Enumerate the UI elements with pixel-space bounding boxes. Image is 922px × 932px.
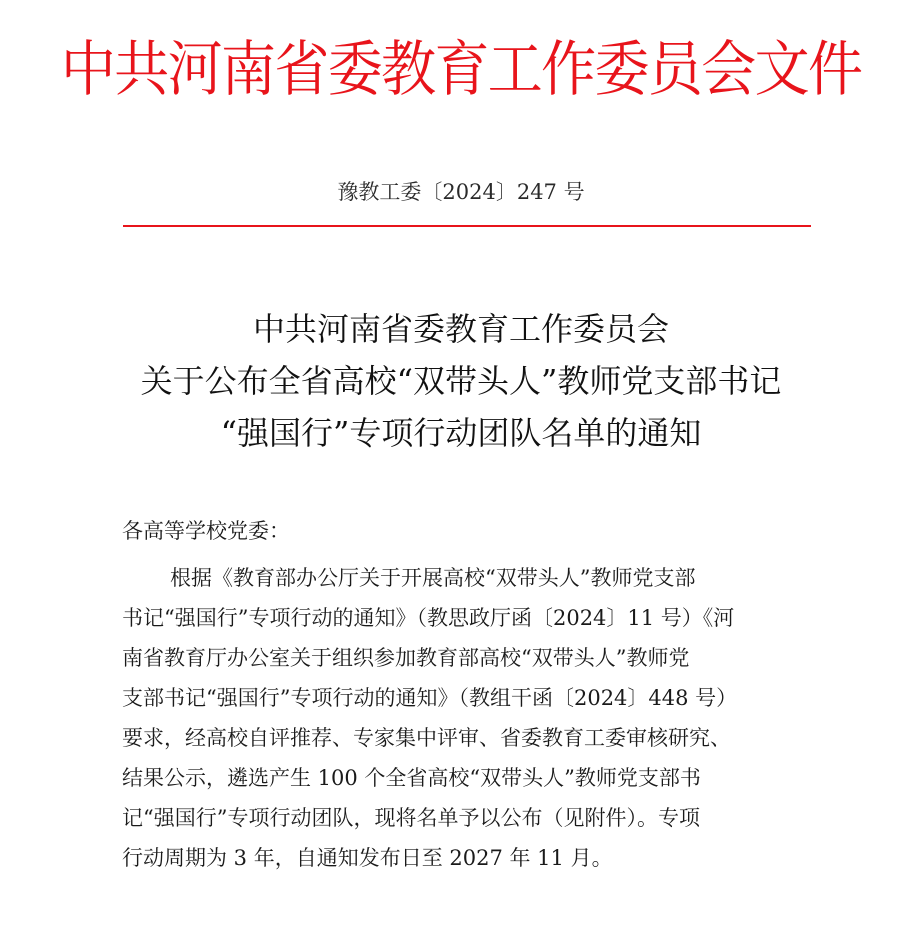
paragraph-line: 行动周期为 3 年，自通知发布日至 2027 年 11 月。 — [122, 846, 613, 870]
paragraph-line: 书记“强国行”专项行动的通知》（教思政厅函〔2024〕11 号）《河 — [122, 606, 735, 630]
paragraph-line: 根据《教育部办公厅关于开展高校“双带头人”教师党支部 — [170, 566, 696, 590]
document-masthead: 中共河南省委教育工作委员会文件 — [60, 35, 862, 105]
document-number: 豫教工委〔2024〕247 号 — [337, 180, 585, 204]
salutation: 各高等学校党委： — [122, 519, 290, 543]
red-divider-line — [123, 225, 811, 227]
paragraph-line: 结果公示，遴选产生 100 个全省高校“双带头人”教师党支部书 — [122, 766, 701, 790]
title-line: 中共河南省委教育工作委员会 — [252, 310, 669, 348]
paragraph-line: 要求，经高校自评推荐、专家集中评审、省委教育工委审核研究、 — [122, 726, 731, 750]
document-title — [0, 303, 922, 459]
paragraph-line: 记“强国行”专项行动团队，现将名单予以公布（见附件）。专项 — [122, 806, 700, 830]
title-line: “强国行”专项行动团队名单的通知 — [220, 414, 702, 452]
paragraph-line: 南省教育厅办公室关于组织参加教育部高校“双带头人”教师党 — [122, 646, 690, 670]
paragraph-line: 支部书记“强国行”专项行动的通知》（教组干函〔2024〕448 号） — [122, 686, 738, 710]
title-line: 关于公布全省高校“双带头人”教师党支部书记 — [140, 362, 782, 400]
